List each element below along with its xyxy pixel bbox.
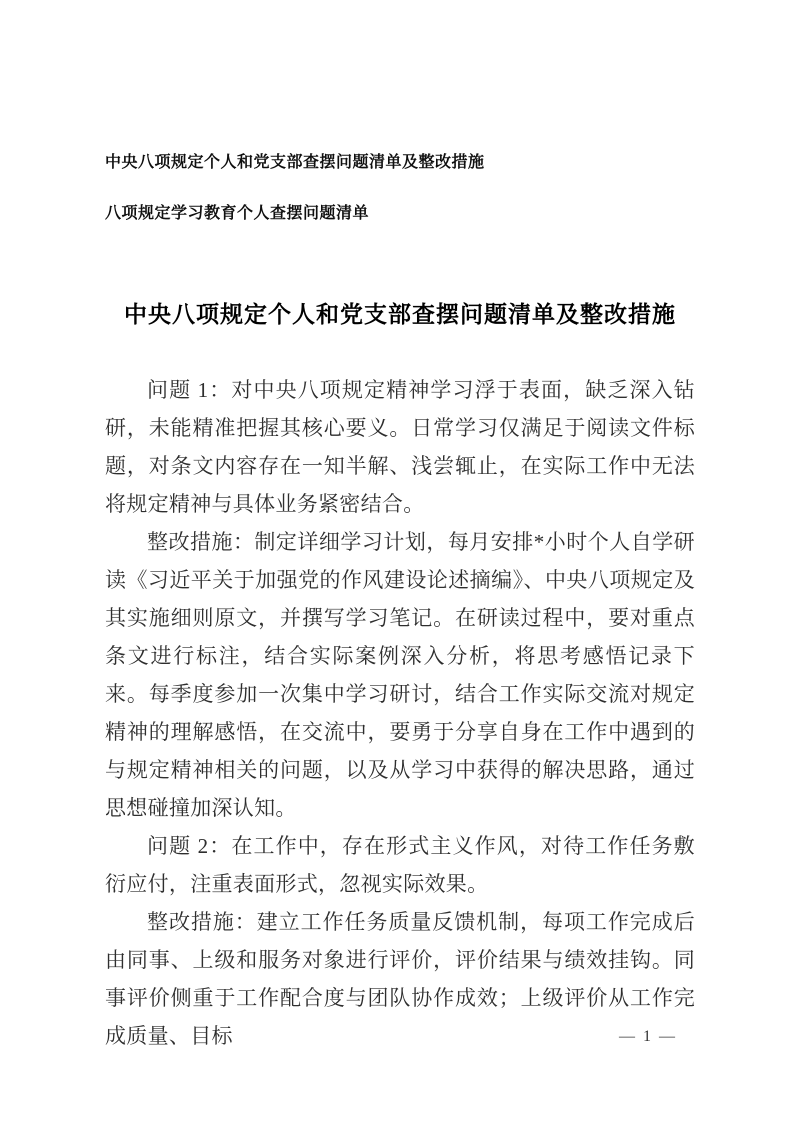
header-line-2: 八项规定学习教育个人查摆问题清单 (105, 205, 370, 222)
document-title: 中央八项规定个人和党支部查摆问题清单及整改措施 (124, 301, 676, 327)
header-line-1: 中央八项规定个人和党支部查摆问题清单及整改措施 (105, 154, 485, 171)
paragraph-problem-1: 问题 1：对中央八项规定精神学习浮于表面，缺乏深入钻研，未能精准把握其核心要义。日常学习仅满足于阅读文件标题，对条文内容存在一知半解、浅尝辄止，在实际工作中无法将规定精神与具体业务紧密结合。 (105, 378, 695, 516)
document-body (105, 371, 695, 1055)
paragraph-problem-2: 问题 2：在工作中，存在形式主义作风，对待工作任务敷衍应付，注重表面形式，忽视实际效果。 (105, 834, 695, 896)
document-header (105, 153, 695, 224)
paragraph-measures-2: 整改措施：建立工作任务质量反馈机制，每项工作完成后由同事、上级和服务对象进行评价，评价结果与绩效挂钩。同事评价侧重于工作配合度与团队协作成效；上级评价从工作完成质量、目标 (105, 910, 695, 1048)
paragraph-measures-1: 整改措施：制定详细学习计划，每月安排*小时个人自学研读《习近平关于加强党的作风建设论述摘编》、中央八项规定及其实施细则原文，并撰写学习笔记。在研读过程中，要对重点条文进行标注，结合实际案例深入分析，将思考感悟记录下来。每季度参加一次集中学习研讨，结合工作实际交流对规定精神的理解感悟，在交流中，要勇于分享自身在工作中遇到的与规定精神相关的问题，以及从学习中获得的解决思路，通过思想碰撞加深认知。 (105, 530, 695, 820)
page-number: — 1 — (619, 1028, 677, 1045)
